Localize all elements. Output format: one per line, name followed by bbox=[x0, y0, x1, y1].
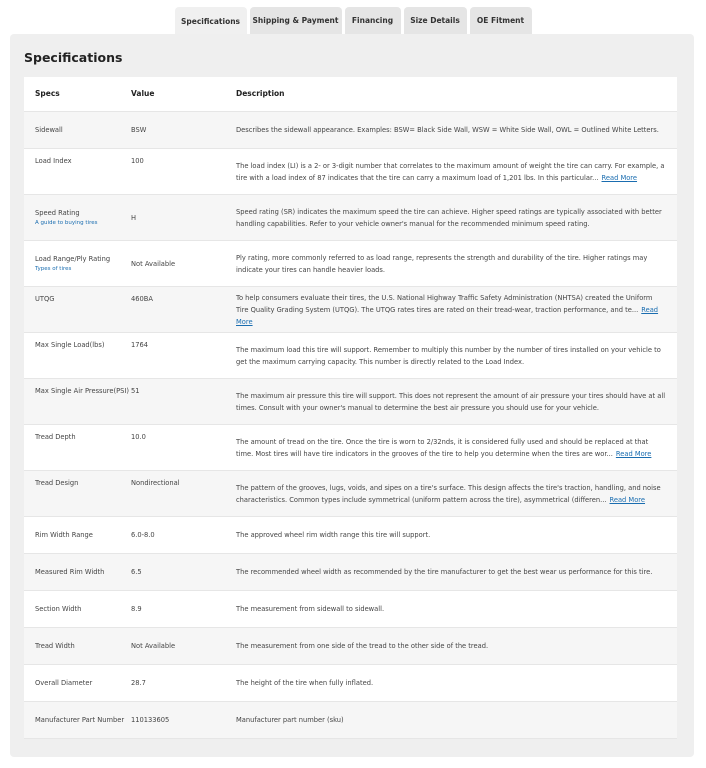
spec-value: 6.5 bbox=[131, 568, 142, 576]
spec-name: Manufacturer Part Number bbox=[35, 716, 125, 724]
spec-value: H bbox=[131, 213, 137, 222]
table-row bbox=[24, 241, 677, 287]
spec-value: BSW bbox=[131, 126, 147, 134]
spec-value: 110133605 bbox=[131, 716, 170, 724]
read-more-link[interactable]: Read More bbox=[615, 449, 652, 458]
panel-title: Specifications bbox=[24, 50, 123, 65]
spec-description: The recommended wheel width as recommended by the tire manufacturer to get the best wear us performance for this tire. bbox=[236, 568, 653, 576]
spec-value: 460BA bbox=[131, 295, 153, 303]
spec-name: Tread Design bbox=[35, 479, 79, 487]
spec-name: Tread Depth bbox=[35, 433, 76, 441]
header-specs: Specs bbox=[35, 89, 60, 98]
spec-name: Load Index bbox=[35, 157, 72, 165]
spec-description: The maximum load this tire will support. Remember to multiply this number by the number of tires installed on your vehicle to get the maximum carrying capacity. This number is directly related to the Load Index. bbox=[236, 345, 661, 366]
spec-name: Tread Width bbox=[35, 642, 75, 650]
table-row bbox=[24, 149, 677, 195]
spec-name-text: Speed Rating bbox=[35, 209, 80, 217]
description-text: The pattern of the grooves, lugs, voids, and sipes on a tire's surface. This design affects the tire's traction, handling, and noise characteristics. Common types include symmetrical (uniform pattern across the tire), asymmetrical (differen... bbox=[236, 483, 661, 504]
spec-description: The approved wheel rim width range this tire will support. bbox=[236, 531, 431, 539]
spec-value: 28.7 bbox=[131, 679, 146, 687]
spec-name: Max Single Air Pressure(PSI) bbox=[35, 387, 129, 395]
spec-value: 100 bbox=[131, 157, 144, 165]
table-row bbox=[24, 471, 677, 517]
spec-description: Ply rating, more commonly referred to as load range, represents the strength and durability of the tire. Higher ratings may indicate your tires can handle heavier loads. bbox=[236, 253, 648, 274]
spec-value: 10.0 bbox=[131, 433, 146, 441]
table-row bbox=[24, 702, 677, 739]
description-text: The amount of tread on the tire. Once the tire is worn to 2/32nds, it is considered fully used and should be replaced at that time. Most tires will have tire indicators in the grooves of the tire to help you determine when the tires are wor... bbox=[236, 437, 649, 458]
table-row bbox=[24, 628, 677, 665]
spec-description: Speed rating (SR) indicates the maximum speed the tire can achieve. Higher speed ratings are typically associated with better handling capabilities. Refer to your vehicle owner's manual for the recommended minimum speed rating. bbox=[236, 207, 662, 228]
spec-description bbox=[236, 160, 677, 184]
buying-guide-link[interactable]: A guide to buying tires bbox=[35, 220, 98, 226]
spec-description: The maximum air pressure this tire will support. This does not represent the amount of air pressure your tires should have at all times. Consult with your owner's manual to determine the best air pressure you should use for your vehicle. bbox=[236, 391, 666, 412]
spec-value: 1764 bbox=[131, 341, 149, 349]
tab-financing[interactable]: Financing bbox=[345, 7, 401, 34]
table-row bbox=[24, 287, 677, 333]
spec-name: Measured Rim Width bbox=[35, 568, 105, 576]
description-text: The load index (LI) is a 2- or 3-digit number that correlates to the maximum amount of weight the tire can carry. For example, a tire with a load index of 87 indicates that the tire can carry a maximum load of 1,201 lbs. In this particular... bbox=[236, 161, 665, 182]
table-header bbox=[24, 77, 677, 112]
table-row bbox=[24, 195, 677, 241]
spec-value: Nondirectional bbox=[131, 479, 180, 487]
spec-name: Section Width bbox=[35, 605, 82, 613]
read-more-link[interactable]: Read More bbox=[601, 173, 638, 182]
spec-name-text: Load Range/Ply Rating bbox=[35, 255, 111, 263]
spec-value: 6.0-8.0 bbox=[131, 531, 155, 539]
read-more-link[interactable]: Read More bbox=[609, 495, 646, 504]
spec-name bbox=[24, 253, 131, 274]
types-of-tires-link[interactable]: Types of tires bbox=[35, 266, 72, 272]
spec-name: Sidewall bbox=[35, 126, 63, 134]
spec-name bbox=[24, 207, 131, 228]
specifications-panel bbox=[10, 34, 694, 757]
spec-description: The height of the tire when fully inflated. bbox=[236, 679, 374, 687]
table-row bbox=[24, 517, 677, 554]
tab-oe-fitment[interactable]: OE Fitment bbox=[470, 7, 532, 34]
spec-description: Manufacturer part number (sku) bbox=[236, 716, 344, 724]
spec-value: Not Available bbox=[131, 642, 176, 650]
spec-value: 8.9 bbox=[131, 605, 142, 613]
tab-shipping-payment[interactable]: Shipping & Payment bbox=[250, 7, 342, 34]
table-row bbox=[24, 112, 677, 149]
spec-description bbox=[236, 292, 677, 328]
spec-description: Describes the sidewall appearance. Examples: BSW= Black Side Wall, WSW = White Side Wall, OWL = Outlined White Letters. bbox=[236, 126, 659, 134]
table-row bbox=[24, 591, 677, 628]
tab-bar bbox=[0, 7, 706, 36]
spec-description bbox=[236, 482, 677, 506]
spec-description: The measurement from one side of the tread to the other side of the tread. bbox=[236, 642, 489, 650]
table-row bbox=[24, 425, 677, 471]
table-row bbox=[24, 665, 677, 702]
spec-name: Rim Width Range bbox=[35, 531, 93, 539]
table-row bbox=[24, 554, 677, 591]
spec-value: 51 bbox=[131, 387, 140, 395]
description-text: To help consumers evaluate their tires, the U.S. National Highway Traffic Safety Administration (NHTSA) created the Uniform Tire Quality Grading System (UTQG). The UTQG rates tires are rated on their tread-wear, traction performance, and te... bbox=[236, 293, 653, 314]
spec-name: Overall Diameter bbox=[35, 679, 93, 687]
spec-value: Not Available bbox=[131, 259, 176, 268]
table-row bbox=[24, 333, 677, 379]
spec-description: The measurement from sidewall to sidewall. bbox=[236, 605, 385, 613]
spec-name: UTQG bbox=[35, 295, 55, 303]
header-value: Value bbox=[131, 89, 155, 98]
tab-size-details[interactable]: Size Details bbox=[404, 7, 467, 34]
read-more-link[interactable]: Read More bbox=[236, 305, 659, 326]
specs-table bbox=[24, 77, 677, 739]
tab-specifications[interactable]: Specifications bbox=[175, 7, 247, 36]
table-row bbox=[24, 379, 677, 425]
spec-description bbox=[236, 436, 677, 460]
header-description: Description bbox=[236, 89, 285, 98]
spec-name: Max Single Load(lbs) bbox=[35, 341, 105, 349]
